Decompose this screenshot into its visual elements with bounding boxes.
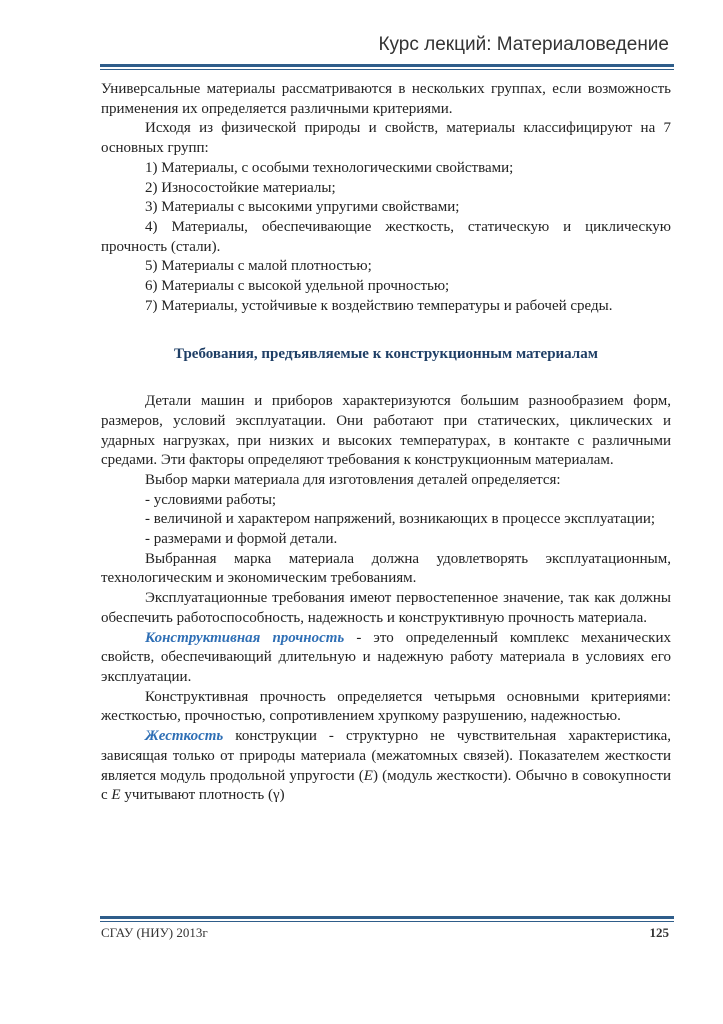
header-divider xyxy=(100,64,674,70)
page-number: 125 xyxy=(649,925,669,940)
modulus-symbol: E xyxy=(363,767,373,784)
definition-text: - это определенный комплекс механических свойств, обеспечивающий длительную и надежную работу материала в условиях его эксплуатации. xyxy=(101,629,671,685)
section-paragraph: Выбранная марка материала должна удовлетворять эксплуатационным, технологическим и экономическим требованиям. xyxy=(101,550,671,587)
group-item: 1) Материалы, с особыми технологическими свойствами; xyxy=(145,159,514,176)
term-structural-strength: Конструктивная прочность xyxy=(145,629,345,646)
group-item: 3) Материалы с высокими упругими свойствами; xyxy=(145,199,460,216)
condition-item: - условиями работы; xyxy=(145,491,277,508)
section-paragraph: Эксплуатационные требования имеют первостепенное значение, так как должны обеспечить работоспособность, надежность и конструктивную прочность материала. xyxy=(101,590,671,626)
intro-paragraph: Универсальные материалы рассматриваются в нескольких группах, если возможность применения их определяется различными критериями. xyxy=(101,81,671,117)
group-item: 6) Материалы с высокой удельной прочностью; xyxy=(145,278,450,295)
condition-item: - размерами и формой детали. xyxy=(145,531,338,548)
group-item: 5) Материалы с малой плотностью; xyxy=(145,258,372,275)
modulus-symbol: E xyxy=(111,787,121,804)
structural-strength-paragraph xyxy=(101,629,671,688)
section-paragraph: Детали машин и приборов характеризуются большим разнообразием форм, размеров, условий эксплуатации. Они работают при статических, циклических и ударных нагрузках, при низких и высоких температурах, в контакте с различными средами. Эти факторы определяют требования к конструкционным материалам. xyxy=(101,393,671,469)
term-stiffness: Жесткость xyxy=(145,728,224,745)
page-header-title: Курс лекций: Материаловедение xyxy=(378,34,669,55)
definition-text: ) (модуль жесткости). Обычно в совокупности с xyxy=(101,767,671,804)
footer-divider xyxy=(100,916,674,922)
definition-text: конструкции - структурно не чувствительная характеристика, зависящая только от природы материала (межатомных связей). Показателем жесткости является модуль продольной упругости ( xyxy=(101,728,671,784)
footer-institution: СГАУ (НИУ) 2013г xyxy=(101,925,208,940)
section-heading: Требования, предъявляемые к конструкционным материалам xyxy=(174,346,598,363)
definition-text: учитывают плотность (γ) xyxy=(120,787,285,804)
classification-paragraph: Исходя из физической природы и свойств, материалы классифицируют на 7 основных групп: xyxy=(101,120,671,157)
section-paragraph: Выбор марки материала для изготовления деталей определяется: xyxy=(145,471,561,488)
condition-item: - величиной и характером напряжений, возникающих в процессе эксплуатации; xyxy=(145,511,656,528)
group-item: 7) Материалы, устойчивые к воздействию температуры и рабочей среды. xyxy=(145,297,613,314)
group-item: 4) Материалы, обеспечивающие жесткость, статическую и циклическую прочность (стали). xyxy=(101,218,671,255)
group-item: 2) Износостойкие материалы; xyxy=(145,179,336,196)
stiffness-paragraph xyxy=(101,727,671,806)
page-body xyxy=(101,80,671,806)
section-paragraph: Конструктивная прочность определяется четырьмя основными критериями: жесткостью, прочностью, сопротивлением хрупкому разрушению, надежностью. xyxy=(101,688,671,725)
